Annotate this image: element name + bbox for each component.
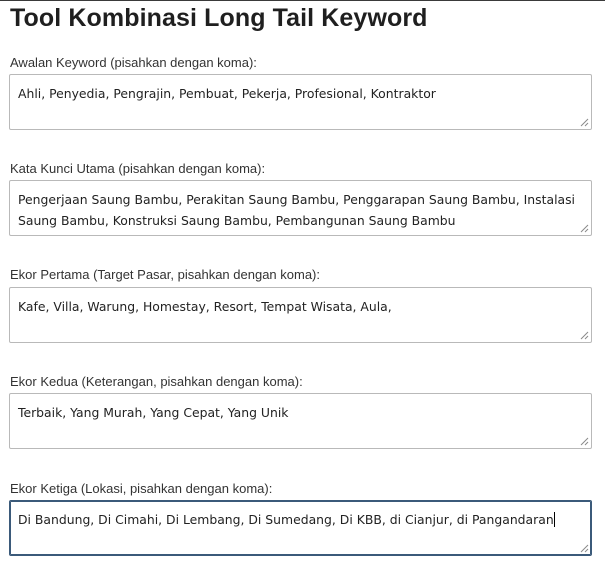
page-title: Tool Kombinasi Long Tail Keyword xyxy=(10,4,428,32)
prefix-keyword-label: Awalan Keyword (pisahkan dengan koma): xyxy=(10,55,257,70)
first-tail-textarea[interactable] xyxy=(9,287,592,343)
main-keyword-textarea[interactable] xyxy=(9,180,592,236)
prefix-keyword-textarea[interactable] xyxy=(9,74,592,130)
second-tail-value: Terbaik, Yang Murah, Yang Cepat, Yang Unik xyxy=(18,405,289,420)
resize-handle-icon[interactable] xyxy=(580,544,589,553)
second-tail-label: Ekor Kedua (Keterangan, pisahkan dengan koma): xyxy=(10,374,303,389)
main-keyword-label: Kata Kunci Utama (pisahkan dengan koma): xyxy=(10,161,266,176)
third-tail-label: Ekor Ketiga (Lokasi, pisahkan dengan koma): xyxy=(10,481,273,496)
first-tail-value: Kafe, Villa, Warung, Homestay, Resort, Tempat Wisata, Aula, xyxy=(18,299,392,314)
top-divider xyxy=(0,0,605,1)
resize-handle-icon[interactable] xyxy=(580,224,589,233)
second-tail-textarea[interactable] xyxy=(9,393,592,449)
first-tail-label: Ekor Pertama (Target Pasar, pisahkan dengan koma): xyxy=(10,267,320,282)
text-caret xyxy=(554,512,555,527)
prefix-keyword-value: Ahli, Penyedia, Pengrajin, Pembuat, Pekerja, Profesional, Kontraktor xyxy=(18,86,436,101)
resize-handle-icon[interactable] xyxy=(580,331,589,340)
third-tail-textarea[interactable] xyxy=(9,500,592,556)
main-keyword-value: Pengerjaan Saung Bambu, Perakitan Saung Bambu, Penggarapan Saung Bambu, Instalasi Saung Bambu, Konstruksi Saung Bambu, Pembangunan Saung Bambu xyxy=(18,192,576,228)
resize-handle-icon[interactable] xyxy=(580,437,589,446)
third-tail-value: Di Bandung, Di Cimahi, Di Lembang, Di Sumedang, Di KBB, di Cianjur, di Pangandaran xyxy=(18,512,554,527)
resize-handle-icon[interactable] xyxy=(580,118,589,127)
